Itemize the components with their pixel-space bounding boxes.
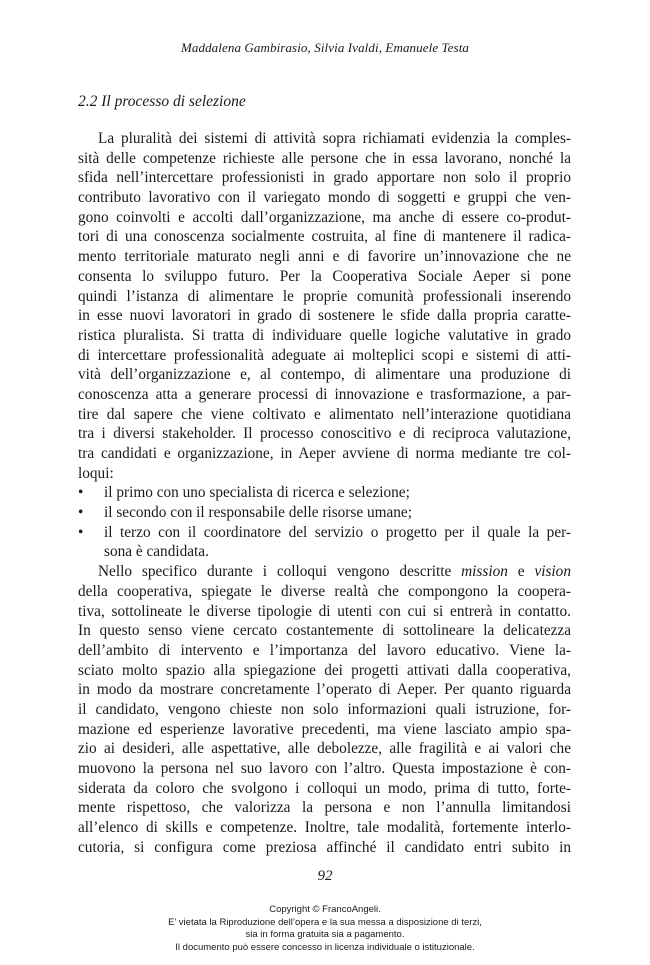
text-line: sciato molto spazio alla spiegazione dei progetti attivati dalla cooperativa, — [78, 661, 571, 679]
text-line: tori di una conoscenza socialmente costruita, al fine di mantenere il radica- — [78, 228, 571, 246]
bullet-icon: • — [78, 484, 84, 502]
text-line: muovono la persona nel suo lavoro con l’altro. Questa impostazione è con- — [78, 760, 571, 777]
text-span: e — [507, 563, 535, 581]
text-line: sfida nell’intercettare professionisti in grado apportare non solo il proprio — [78, 169, 571, 187]
text-line: in esse nuovi lavoratori in grado di sostenere le sfide dalla propria caratte- — [78, 307, 571, 325]
list-item-text: il primo con uno specialista di ricerca e selezione; — [104, 484, 410, 502]
text-line: conoscenza atta a generare processi di innovazione e trasformazione, a par- — [78, 385, 571, 403]
text-line: gono coinvolti e accolti dall’organizzazione, ma anche di essere co-produt- — [78, 208, 571, 226]
text-line: tiva, sottolineate le diverse tipologie di utenti con cui si entrerà in contatto. — [78, 602, 571, 620]
copyright-line: E’ vietata la Riproduzione dell’opera e la sua messa a disposizione di terzi, — [168, 916, 482, 928]
list-item-text: il secondo con il responsabile delle risorse umane; — [104, 504, 412, 522]
copyright-notice — [0, 904, 650, 954]
text-span: Nello specifico durante i colloqui vengono descritte — [98, 563, 462, 581]
text-line: quindi l’istanza di alimentare le proprie comunità professionali inserendo — [78, 287, 571, 305]
text-line: della cooperativa, spiegate le diverse realtà che compongono la coopera- — [78, 582, 571, 600]
copyright-line: Copyright © FrancoAngeli. — [269, 904, 381, 915]
text-line: il candidato, vengono chieste non solo informazioni quali istruzione, for- — [78, 700, 571, 718]
text-line: La pluralità dei sistemi di attività sopra richiamati evidenzia la comples- — [98, 130, 571, 147]
paragraph-2 — [78, 562, 571, 857]
text-line: mento territoriale maturato negli anni e di favorire un’innovazione che ne — [78, 248, 571, 266]
bullet-list — [78, 483, 571, 562]
text-line: consenta lo sviluppo futuro. Per la Cooperativa Sociale Aeper si pone — [78, 267, 571, 285]
list-item — [78, 483, 571, 503]
text-line: loqui: — [78, 464, 114, 482]
text-line: In questo senso viene cercato costantemente di sottolineare la delicatezza — [78, 622, 571, 640]
text-line: di intercettare professionalità adeguate ai molteplici scopi e sistemi di atti- — [78, 346, 571, 364]
list-item — [78, 523, 571, 543]
copyright-line: sia in forma gratuita sia a pagamento. — [245, 929, 405, 940]
text-line: tire dal sapere che viene coltivato e alimentato nell’interazione quotidiana — [78, 405, 571, 423]
text-line: tra i diversi stakeholder. Il processo conoscitivo e di reciproca valutazione, — [78, 425, 571, 443]
emphasis-mission: mission — [461, 563, 508, 581]
page-number: 92 — [317, 868, 333, 884]
copyright-line: Il documento può essere concesso in licenza individuale o istituzionale. — [175, 941, 475, 953]
text-line: mente rispettoso, che valorizza la persona e non l’annulla limitandosi — [78, 799, 571, 817]
emphasis-vision: vision — [534, 563, 571, 581]
text-line — [78, 562, 571, 582]
text-line: sità delle competenze richieste alle persone che in essa lavorano, nonché la — [78, 149, 571, 167]
text-line: mazione ed esperienze lavorative precedenti, ma viene lasciato ampio spa- — [78, 720, 571, 738]
text-line: contributo lavorativo con il variegato mondo di soggetti e gruppi che ven- — [78, 189, 571, 207]
body-text — [78, 129, 571, 857]
list-item — [78, 503, 571, 523]
text-line: tra candidati e organizzazione, in Aeper avviene di norma mediante tre col- — [78, 445, 571, 462]
list-item-continuation: sona è candidata. — [104, 543, 209, 561]
text-line: vità dell’organizzazione e, al contempo, di alimentare una produzione di — [78, 366, 571, 384]
section-title: 2.2 Il processo di selezione — [78, 93, 246, 110]
text-line: ristica pluralista. Si tratta di individuare quelle logiche valutative in grado — [78, 326, 571, 344]
text-line: zio ai desideri, alle aspettative, alle debolezze, alle fragilità e ai valori che — [78, 740, 571, 758]
list-item-text: il terzo con il coordinatore del servizio o progetto per il quale la per- — [104, 523, 571, 541]
text-line: cutoria, si configura come preziosa affinché il candidato entri subito in — [78, 838, 571, 856]
paragraph-1 — [78, 129, 571, 483]
bullet-icon: • — [78, 523, 84, 541]
bullet-icon: • — [78, 504, 84, 522]
text-line: dell’ambito di intervento e l’importanza del lavoro educativo. Viene la- — [78, 641, 571, 659]
running-head: Maddalena Gambirasio, Silvia Ivaldi, Emanuele Testa — [180, 40, 470, 55]
text-line: all’elenco di skills e competenze. Inoltre, tale modalità, fortemente interlo- — [78, 819, 571, 837]
text-line: in modo da mostrare concretamente l’operato di Aeper. Per quanto riguarda — [78, 681, 571, 699]
text-line: siderata da coloro che svolgono i colloqui un modo, prima di tutto, forte- — [78, 779, 571, 797]
